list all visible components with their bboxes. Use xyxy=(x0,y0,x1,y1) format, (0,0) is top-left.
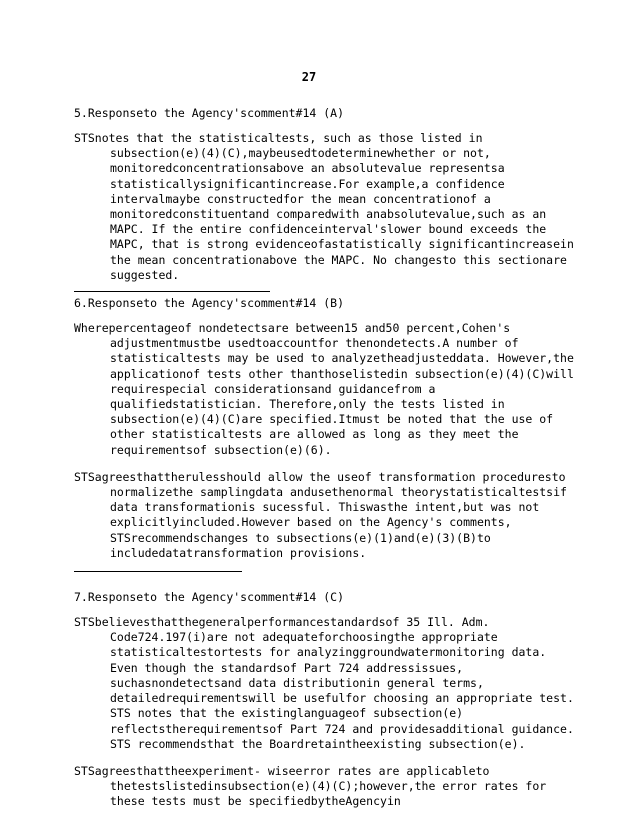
paragraph: STSagreesthattheexperiment- wiseerror rates are applicableto thetestslistedinsubsection(e)(4)(C);however,the error rates for these tests must be specifiedbytheAgencyin xyxy=(74,763,547,809)
separator-line xyxy=(74,571,242,572)
paragraph: STSbelievesthatthegeneralperformancestandardsof 35 Ill. Adm. Code724.197(i)are not adequateforchoosingthe appropriate statisticaltestortests for analyzinggroundwatermonitoring data. Even though the standardsof Part 724 addressissues, suchasnondetectsand data distributionin general terms, detailedrequirementswill be usefulfor choosing an appropriate test. STS notes that the existinglanguageof subsection(e) reflectstherequirementsof Part 724 and providesadditional guidance. STS recommendsthat the Boardretaintheexisting subsection(e). xyxy=(74,615,574,751)
separator-line xyxy=(74,291,270,292)
section-heading: 6.Responseto the Agency'scomment#14 (B) xyxy=(74,296,345,311)
page-number: 27 xyxy=(301,70,317,84)
paragraph: STSagreesthattherulesshould allow the useof transformation proceduresto normalizethe samplingdata andusethenormal theorystatisticaltestsif data transformationis sucessful. Thiswasthe intent,but was not explicitlyincluded.However based on the Agency's comments, STSrecommendschanges to subsections(e)(1)and(e)(3)(B)to includedatatransformation provisions. xyxy=(74,469,567,560)
paragraph: Wherepercentageof nondetectsare between15 and50 percent,Cohen's adjustmentmustbe usedtoaccountfor thenondetects.A number of statisticaltests may be used to analyzetheadjusteddata. However,the applicationof tests other thanthoselistedin subsection(e)(4)(C)will requirespecial considerationsand guidancefrom a qualifiedstatistician. Therefore,only the tests listed in subsection(e)(4)(C)are specified.Itmust be noted that the use of other statisticaltests are allowed as long as they meet the requirementsof subsection(e)(6). xyxy=(74,321,574,457)
section-response-7 xyxy=(74,590,574,809)
page-content xyxy=(74,106,574,822)
section-heading: 7.Responseto the Agency'scomment#14 (C) xyxy=(74,590,345,605)
section-response-6 xyxy=(74,296,574,561)
section-heading: 5.Responseto the Agency'scomment#14 (A) xyxy=(74,106,345,120)
section-response-5 xyxy=(74,106,574,283)
paragraph: STSnotes that the statisticaltests, such as those listed in subsection(e)(4)(C),maybeusedtodeterminewhether or not, monitoredconcentrationsabove an absolutevalue representsa statisticallysignificantincrease.For example,a confidence intervalmaybe constructedfor the mean concentrationof a monitoredconstituentand comparedwith anabsolutevalue,such as an MAPC. If the entire confidenceinterval'slower bound exceeds the MAPC, that is strong evidenceofastatistically significantincreasein the mean concentrationabove the MAPC. No changesto this sectionare suggested. xyxy=(74,131,574,282)
